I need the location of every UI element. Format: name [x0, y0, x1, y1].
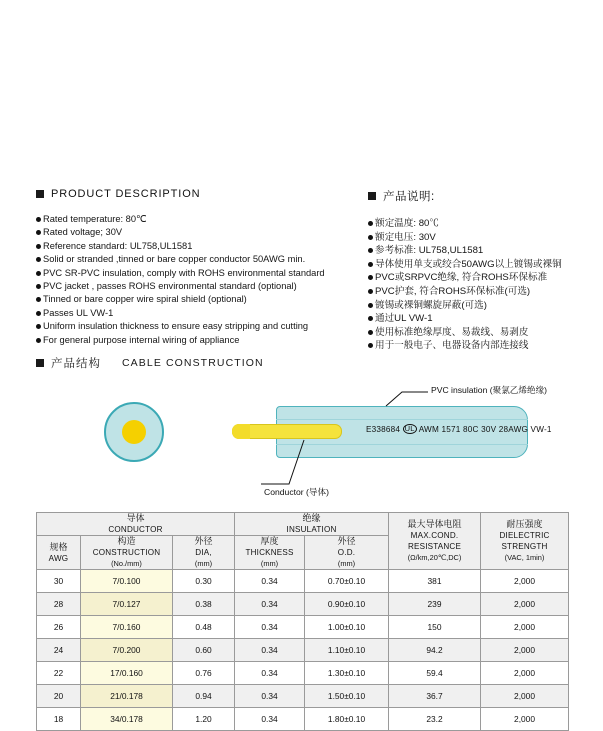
cell-strength: 2,000 [481, 708, 569, 731]
list-item [36, 334, 356, 347]
cell-od: 1.80±0.10 [305, 708, 389, 731]
table-row [37, 685, 569, 708]
cell-strength: 2,000 [481, 662, 569, 685]
list-item [36, 280, 356, 293]
header-group-insulation [235, 513, 389, 536]
header-group-conductor-cn: 导体 [126, 513, 145, 523]
cell-dia: 0.94 [173, 685, 235, 708]
cell-dia: 0.30 [173, 570, 235, 593]
list-item [368, 258, 598, 272]
list-item-label: Rated temperature: 80℃ [43, 214, 147, 224]
header-dia-unit: (mm) [194, 559, 213, 568]
specification-table-wrapper [36, 512, 568, 731]
product-description-en [36, 188, 356, 347]
header-dia-en: DIA, [195, 548, 212, 557]
dot-bullet-icon [36, 324, 41, 329]
specification-table [36, 512, 569, 731]
cell-awg: 28 [37, 593, 81, 616]
cell-dia: 0.38 [173, 593, 235, 616]
dot-bullet-icon [36, 338, 41, 343]
dot-bullet-icon [36, 271, 41, 276]
table-row [37, 708, 569, 731]
list-item-label: For general purpose internal wiring of appliance [43, 334, 240, 345]
header-construction-unit: (No./mm) [111, 559, 142, 568]
header-thickness-cn: 厚度 [260, 536, 279, 546]
header-strength-cn: 耐压强度 [506, 519, 543, 529]
list-item-label: 通过UL VW-1 [375, 313, 433, 325]
list-item-label: Reference standard: UL758,UL1581 [43, 240, 193, 251]
cell-strength: 2,000 [481, 616, 569, 639]
cell-resistance: 381 [389, 570, 481, 593]
cell-od: 1.50±0.10 [305, 685, 389, 708]
cell-od: 0.70±0.10 [305, 570, 389, 593]
list-item-label: PVC jacket , passes ROHS environmental standard (optional) [43, 281, 297, 292]
table-row [37, 639, 569, 662]
dot-bullet-icon [36, 311, 41, 316]
list-item [36, 293, 356, 306]
header-strength-unit: (VAC, 1min) [504, 553, 545, 562]
dot-bullet-icon [368, 221, 373, 226]
header-strength-en1: DIELECTRIC [499, 531, 550, 540]
header-strength-en2: STRENGTH [501, 542, 548, 551]
list-item-label: 用于一般电子、电器设备内部连接线 [375, 340, 529, 352]
cell-od: 1.00±0.10 [305, 616, 389, 639]
section-title-cn: 产品说明: [383, 191, 435, 203]
cell-awg: 24 [37, 639, 81, 662]
list-item [368, 217, 598, 231]
dot-bullet-icon [368, 316, 373, 321]
cell-awg: 30 [37, 570, 81, 593]
cell-construction: 7/0.160 [81, 616, 173, 639]
cell-resistance: 239 [389, 593, 481, 616]
table-row [37, 616, 569, 639]
header-od-en: O.D. [337, 548, 356, 557]
dot-bullet-icon [368, 343, 373, 348]
cell-dia: 0.60 [173, 639, 235, 662]
header-awg-cn: 规格 [49, 541, 68, 552]
list-item [36, 267, 356, 280]
cell-od: 1.10±0.10 [305, 639, 389, 662]
table-row [37, 570, 569, 593]
section-heading-cable-construction [36, 355, 264, 371]
cell-thickness: 0.34 [235, 685, 305, 708]
header-resistance-unit: (Ω/km,20℃,DC) [407, 553, 462, 562]
section-title-en: PRODUCT DESCRIPTION [51, 188, 201, 200]
cell-awg: 26 [37, 616, 81, 639]
dot-bullet-icon [36, 297, 41, 302]
cell-construction: 7/0.127 [81, 593, 173, 616]
header-insulation-thickness [235, 536, 305, 570]
list-item [36, 226, 356, 239]
dot-bullet-icon [36, 244, 41, 249]
table-row [37, 593, 569, 616]
header-resistance-en1: MAX.COND. [410, 531, 459, 540]
list-item [368, 326, 598, 340]
dot-bullet-icon [36, 230, 41, 235]
header-group-insulation-cn: 绝缘 [302, 513, 321, 523]
square-bullet-icon [36, 190, 44, 198]
list-item-label: PVC或SRPVC绝缘, 符合ROHS环保标准 [375, 272, 548, 284]
table-header-row-group [37, 513, 569, 536]
cell-od: 1.30±0.10 [305, 662, 389, 685]
cell-resistance: 150 [389, 616, 481, 639]
header-resistance-en2: RESISTANCE [407, 542, 462, 551]
cell-awg: 18 [37, 708, 81, 731]
cell-dia: 0.48 [173, 616, 235, 639]
cell-strength: 2,000 [481, 685, 569, 708]
dot-bullet-icon [368, 275, 373, 280]
cell-dia: 1.20 [173, 708, 235, 731]
list-item-label: 额定电压: 30V [375, 231, 436, 243]
list-item-label: PVC SR-PVC insulation, comply with ROHS environmental standard [43, 267, 325, 278]
cell-strength: 2,000 [481, 593, 569, 616]
list-item [36, 213, 356, 226]
dot-bullet-icon [368, 262, 373, 267]
header-thickness-unit: (mm) [260, 559, 279, 568]
cell-awg: 22 [37, 662, 81, 685]
cell-construction: 34/0.178 [81, 708, 173, 731]
list-item-label: Uniform insulation thickness to ensure easy stripping and cutting [43, 321, 309, 332]
list-item-label: 参考标准: UL758,UL1581 [375, 245, 484, 257]
dot-bullet-icon [368, 303, 373, 308]
dot-bullet-icon [368, 248, 373, 253]
header-max-cond-resistance [389, 513, 481, 570]
cell-thickness: 0.34 [235, 662, 305, 685]
cell-thickness: 0.34 [235, 616, 305, 639]
dot-bullet-icon [368, 235, 373, 240]
cell-strength: 2,000 [481, 570, 569, 593]
table-body [37, 570, 569, 731]
header-od-cn: 外径 [337, 536, 356, 546]
header-od-unit: (mm) [337, 559, 356, 568]
list-item-label: 额定温度: 80℃ [375, 218, 439, 229]
cable-construction-title-en: CABLE CONSTRUCTION [122, 357, 264, 369]
cell-construction: 17/0.160 [81, 662, 173, 685]
cell-thickness: 0.34 [235, 708, 305, 731]
header-awg-en: AWG [48, 553, 69, 563]
list-item [36, 307, 356, 320]
print-legend-suffix: AWM 1571 80C 30V 28AWG VW-1 [418, 425, 552, 434]
product-description-cn [368, 188, 598, 353]
list-item [368, 271, 598, 285]
dot-bullet-icon [368, 289, 373, 294]
header-construction [81, 536, 173, 570]
list-item-label: 使用标准绝缘厚度、易裁线、易剥皮 [375, 326, 529, 338]
list-item [36, 320, 356, 333]
header-resistance-cn: 最大导体电阻 [407, 519, 462, 529]
cell-resistance: 59.4 [389, 662, 481, 685]
header-construction-cn: 构造 [117, 536, 136, 546]
list-item [368, 299, 598, 313]
cable-diagram [36, 380, 576, 505]
list-item [368, 285, 598, 299]
cell-thickness: 0.34 [235, 593, 305, 616]
header-group-conductor-en: CONDUCTOR [108, 525, 163, 534]
header-overall-od [305, 536, 389, 570]
header-group-conductor [37, 513, 235, 536]
cable-construction-title-cn: 产品结构 [51, 358, 101, 370]
cell-dia: 0.76 [173, 662, 235, 685]
table-row [37, 662, 569, 685]
header-group-insulation-en: INSULATION [286, 525, 337, 534]
list-item [368, 339, 598, 353]
dot-bullet-icon [36, 284, 41, 289]
cell-construction: 21/0.178 [81, 685, 173, 708]
bullet-list-cn [368, 217, 598, 353]
list-item [36, 253, 356, 266]
cell-resistance: 36.7 [389, 685, 481, 708]
square-bullet-icon [368, 192, 376, 200]
ul-logo-icon: UL [404, 424, 415, 433]
section-heading-product-description-en [36, 188, 356, 200]
dot-bullet-icon [368, 330, 373, 335]
header-dielectric-strength [481, 513, 569, 570]
list-item [368, 244, 598, 258]
section-heading-product-description-cn [368, 188, 598, 204]
cell-construction: 7/0.200 [81, 639, 173, 662]
list-item-label: Rated voltage; 30V [43, 227, 123, 238]
cell-resistance: 94.2 [389, 639, 481, 662]
list-item [368, 231, 598, 245]
bullet-list-en [36, 213, 356, 347]
header-awg [37, 536, 81, 570]
header-dia-cn: 外径 [194, 536, 213, 546]
table-header [37, 513, 569, 570]
list-item-label: 镀锡或裸铜螺旋屏蔽(可选) [375, 299, 487, 311]
list-item-label: Passes UL VW-1 [43, 307, 114, 318]
list-item-label: Solid or stranded ,tinned or bare copper conductor 50AWG min. [43, 254, 306, 265]
label-conductor: Conductor (导体) [264, 487, 329, 497]
list-item-label: PVC护套, 符合ROHS环保标准(可选) [375, 285, 531, 297]
cell-resistance: 23.2 [389, 708, 481, 731]
cell-construction: 7/0.100 [81, 570, 173, 593]
label-pvc-insulation: PVC insulation (聚氯乙烯绝缘) [431, 385, 548, 395]
cell-awg: 20 [37, 685, 81, 708]
print-legend-prefix: E338684 [366, 425, 401, 434]
header-thickness-en: THICKNESS [245, 548, 294, 557]
square-bullet-icon [36, 359, 44, 367]
cell-thickness: 0.34 [235, 570, 305, 593]
list-item-label: Tinned or bare copper wire spiral shield (optional) [43, 294, 247, 305]
dot-bullet-icon [36, 257, 41, 262]
header-construction-en: CONSTRUCTION [92, 548, 161, 557]
list-item-label: 导体使用单支或绞合50AWG以上镀锡或裸铜 [375, 258, 562, 270]
header-conductor-dia [173, 536, 235, 570]
list-item [368, 312, 598, 326]
cell-od: 0.90±0.10 [305, 593, 389, 616]
cell-strength: 2,000 [481, 639, 569, 662]
dot-bullet-icon [36, 217, 41, 222]
cell-thickness: 0.34 [235, 639, 305, 662]
list-item [36, 240, 356, 253]
